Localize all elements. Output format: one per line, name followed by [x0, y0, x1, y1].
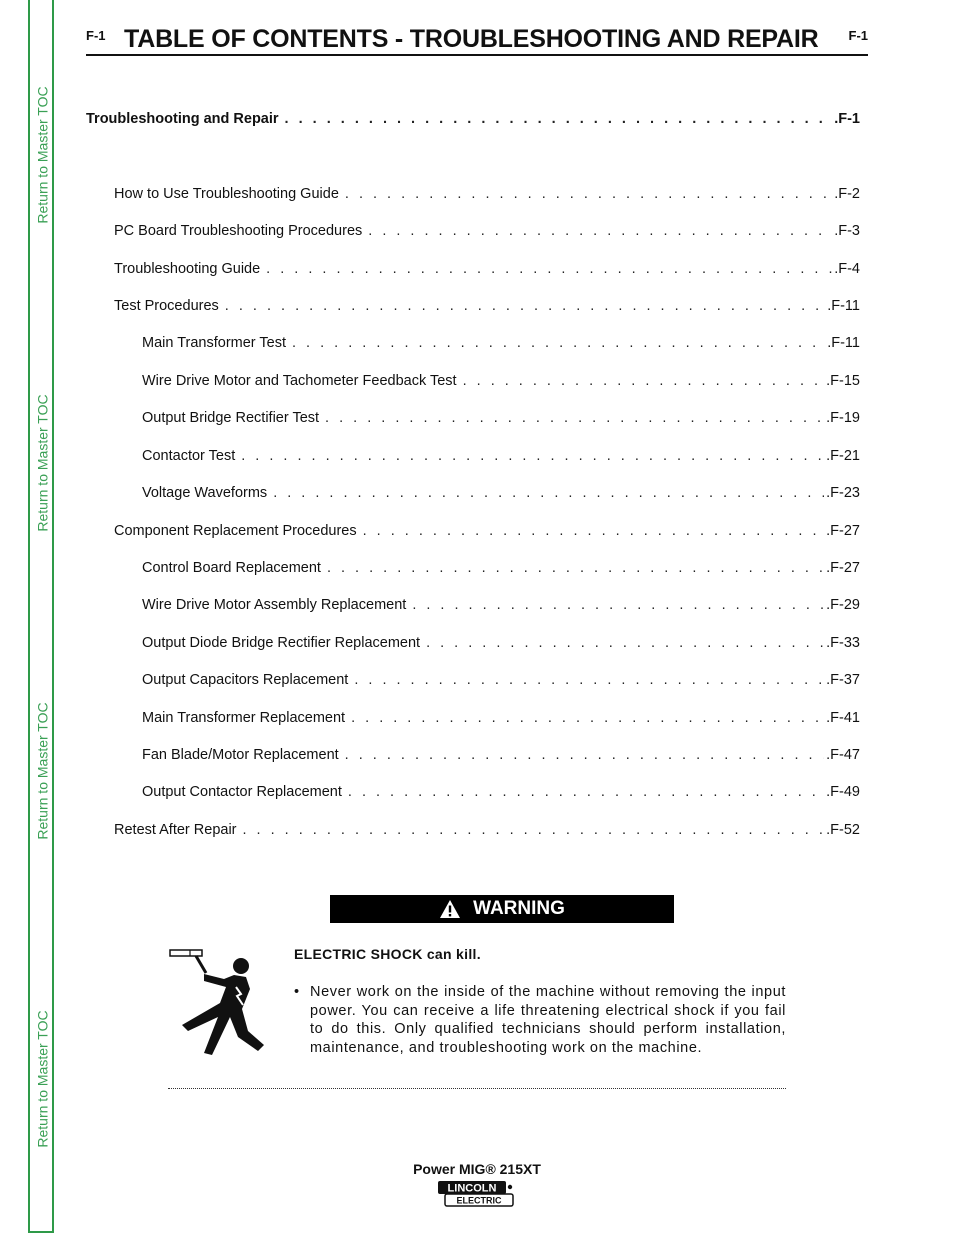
return-link-label: Return to Master TOC — [35, 1010, 52, 1148]
toc-entry-voltage-waveforms[interactable] — [142, 485, 860, 501]
toc-entry-page: .F-11 — [827, 335, 860, 351]
toc-entry-label: Troubleshooting Guide — [114, 261, 261, 277]
toc-entry-main-transformer-replacement[interactable] — [142, 710, 860, 726]
toc-entry-output-diode-bridge-replacement[interactable] — [142, 635, 860, 651]
toc-entry-retest-after-repair[interactable] — [114, 822, 860, 838]
return-to-master-toc-link-1[interactable] — [30, 75, 56, 235]
warning-label: WARNING — [473, 898, 565, 919]
toc-entry-output-contactor-replacement[interactable] — [142, 784, 860, 800]
toc-entry-page: .F-3 — [834, 223, 860, 239]
toc-entry-label: Main Transformer Replacement — [142, 710, 346, 726]
toc-entry-output-bridge-rectifier-test[interactable] — [142, 410, 860, 426]
toc-entry-page: .F-11 — [827, 298, 860, 314]
toc-entry-page: .F-47 — [826, 747, 860, 763]
page-title: TABLE OF CONTENTS - TROUBLESHOOTING AND REPAIR — [124, 25, 819, 53]
toc-entry-page: .F-27 — [826, 523, 860, 539]
dot-leader — [368, 223, 832, 239]
toc-entry-label: PC Board Troubleshooting Procedures — [114, 223, 363, 239]
return-link-label: Return to Master TOC — [35, 86, 52, 224]
svg-text:LINCOLN: LINCOLN — [447, 1182, 497, 1195]
dot-leader — [292, 335, 825, 351]
toc-entry-page: .F-29 — [826, 597, 860, 613]
toc-entry-label: Test Procedures — [114, 298, 219, 314]
svg-text:ELECTRIC: ELECTRIC — [456, 1195, 502, 1206]
toc-entry-page: .F-19 — [826, 410, 860, 426]
lincoln-electric-logo — [437, 1180, 517, 1208]
toc-entry-pc-board-procedures[interactable] — [114, 223, 860, 239]
toc-entry-page: .F-4 — [834, 261, 860, 277]
toc-entry-label: Wire Drive Motor and Tachometer Feedback Test — [142, 373, 457, 389]
toc-entry-test-procedures[interactable] — [114, 298, 860, 314]
toc-entry-page: .F-49 — [826, 784, 860, 800]
toc-entry-page: .F-21 — [826, 448, 860, 464]
toc-entry-how-to-use-guide[interactable] — [114, 186, 860, 202]
page-number-left: F-1 — [86, 28, 106, 43]
toc-entry-page: .F-33 — [826, 635, 860, 651]
toc-entry-page: .F-23 — [826, 485, 860, 501]
dot-leader — [241, 448, 824, 464]
toc-entry-page: .F-41 — [826, 710, 860, 726]
section-divider — [168, 1088, 786, 1089]
dot-leader — [351, 710, 824, 726]
dot-leader — [325, 410, 824, 426]
warning-banner — [330, 895, 674, 923]
dot-leader — [463, 373, 825, 389]
toc-entry-contactor-test[interactable] — [142, 448, 860, 464]
toc-entry-label: Contactor Test — [142, 448, 236, 464]
page-number-right: F-1 — [848, 28, 868, 43]
return-to-master-toc-link-2[interactable] — [30, 383, 56, 543]
toc-entry-wire-drive-motor-test[interactable] — [142, 373, 860, 389]
toc-entry-label: Troubleshooting and Repair — [86, 111, 279, 127]
dot-leader — [345, 186, 832, 202]
toc-entry-label: Output Diode Bridge Rectifier Replacement — [142, 635, 421, 651]
toc-entry-main-transformer-test[interactable] — [142, 335, 860, 351]
electric-shock-icon — [168, 947, 284, 1063]
shock-warning-text: Never work on the inside of the machine without removing the input power. You can receive a life threatening electrical shock if you fail to do this. Only qualified technicians should perform installation, maintenance, and troubleshooting work on the machine. — [310, 984, 786, 1056]
toc-entry-label: Output Capacitors Replacement — [142, 672, 349, 688]
warning-triangle-icon — [439, 899, 461, 919]
dot-leader — [273, 485, 824, 501]
toc-entry-troubleshooting-guide[interactable] — [114, 261, 860, 277]
toc-entry-page: .F-2 — [834, 186, 860, 202]
sidebar — [28, 0, 54, 1233]
toc-entry-label: Fan Blade/Motor Replacement — [142, 747, 339, 763]
dot-leader — [426, 635, 824, 651]
dot-leader — [348, 784, 824, 800]
return-link-label: Return to Master TOC — [35, 394, 52, 532]
dot-leader — [285, 111, 833, 127]
toc-entry-label: Voltage Waveforms — [142, 485, 268, 501]
toc-entry-page: .F-15 — [826, 373, 860, 389]
toc-entry-wire-drive-motor-replacement[interactable] — [142, 597, 860, 613]
return-to-master-toc-link-3[interactable] — [30, 691, 56, 851]
toc-entry-output-capacitors-replacement[interactable] — [142, 672, 860, 688]
dot-leader — [225, 298, 825, 314]
toc-entry-label: Wire Drive Motor Assembly Replacement — [142, 597, 407, 613]
dot-leader — [363, 523, 825, 539]
dot-leader — [345, 747, 825, 763]
toc-entry-control-board-replacement[interactable] — [142, 560, 860, 576]
toc-entry-fan-blade-motor-replacement[interactable] — [142, 747, 860, 763]
bullet: • — [294, 984, 300, 1000]
dot-leader — [412, 597, 824, 613]
toc-entry-label: Output Bridge Rectifier Test — [142, 410, 320, 426]
toc-entry-label: Main Transformer Test — [142, 335, 286, 351]
toc-entry-label: Retest After Repair — [114, 822, 237, 838]
toc-entry-label: Control Board Replacement — [142, 560, 321, 576]
toc-entry-troubleshooting-and-repair[interactable] — [86, 111, 860, 127]
shock-warning-item — [294, 983, 786, 1057]
product-name: Power MIG® 215XT — [413, 1161, 541, 1177]
toc-entry-page: .F-37 — [826, 672, 860, 688]
toc-entry-label: Component Replacement Procedures — [114, 523, 357, 539]
shock-warning-heading: ELECTRIC SHOCK can kill. — [294, 946, 481, 962]
toc-entry-label: How to Use Troubleshooting Guide — [114, 186, 339, 202]
toc-entry-page: .F-52 — [826, 822, 860, 838]
return-link-label: Return to Master TOC — [35, 702, 52, 840]
dot-leader — [327, 560, 824, 576]
dot-leader — [243, 822, 825, 838]
page-header — [86, 22, 868, 56]
toc-entry-label: Output Contactor Replacement — [142, 784, 342, 800]
toc-entry-page: .F-1 — [834, 111, 860, 127]
toc-entry-component-replacement-procedures[interactable] — [114, 523, 860, 539]
dot-leader — [266, 261, 832, 277]
return-to-master-toc-link-4[interactable] — [30, 999, 56, 1159]
toc-entry-page: .F-27 — [826, 560, 860, 576]
dot-leader — [354, 672, 824, 688]
